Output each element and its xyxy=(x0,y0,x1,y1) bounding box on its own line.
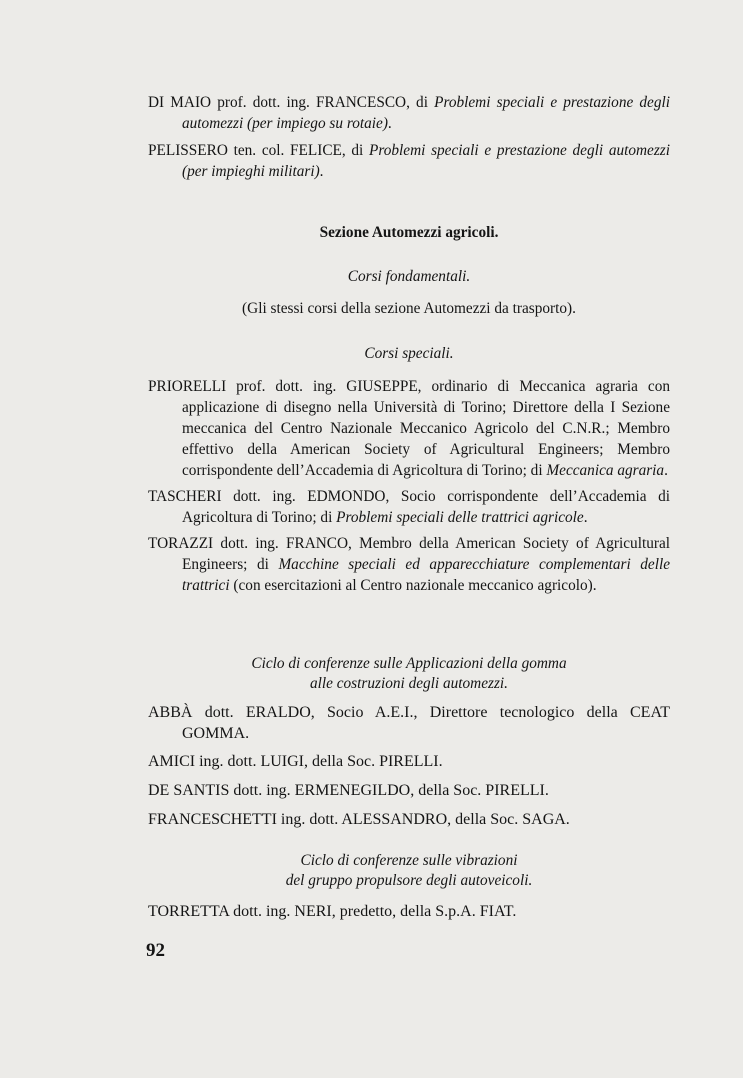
entry-text: FRANCESCHETTI ing. dott. ALESSANDRO, della Soc. SAGA. xyxy=(148,811,570,828)
page-number: 92 xyxy=(146,940,165,961)
ciclo-vibrazioni-line-1: Ciclo di conferenze sulle vibrazioni xyxy=(300,852,518,869)
entry-text: TASCHERI dott. ing. EDMONDO, Socio corrispondente dell’Accademia di Agricoltura di Torino; di xyxy=(148,488,670,526)
entry-tail: . xyxy=(319,163,324,180)
ciclo-vibrazioni-heading xyxy=(148,851,670,891)
corsi-speciali-heading xyxy=(148,343,670,364)
ciclo-gomma-line-2: alle costruzioni degli automezzi. xyxy=(309,675,508,692)
corsi-fondamentali-note: (Gli stessi corsi della sezione Automezzi da trasporto). xyxy=(242,300,576,317)
entry-course: Problemi speciali delle trattrici agricole xyxy=(336,509,584,526)
ciclo-vibrazioni-line-2: del gruppo propulsore degli autoveicoli. xyxy=(285,872,533,889)
section-title: Sezione Automezzi agricoli. xyxy=(319,224,499,241)
entry-priorelli xyxy=(148,376,670,481)
entry-text: PELISSERO ten. col. FELICE, di xyxy=(148,142,370,159)
entry-tail: . xyxy=(583,509,588,526)
entry-tail: (con esercitazioni al Centro nazionale meccanico agricolo). xyxy=(229,577,597,594)
entry-course: Problemi speciali e prestazione degli automezzi (per impiego su rotaie) xyxy=(182,94,670,132)
entries-vibrazioni xyxy=(148,901,670,922)
entry-tail: . xyxy=(664,462,668,479)
entry-abba xyxy=(148,702,670,744)
ciclo-gomma-line-1: Ciclo di conferenze sulle Applicazioni della gomma xyxy=(251,655,567,672)
entries-top xyxy=(148,92,670,182)
entry-text: PRIORELLI prof. dott. ing. GIUSEPPE, ordinario di Meccanica agraria con applicazione di disegno nella Università di Torino; Direttore della I Sezione meccanica del Centro Nazionale Meccanico Agricolo del C.N.R.; Membro effettivo della American Society of Agricultural Engineers; Membro corrispondente dell’Accademia di Agricoltura di Torino; di xyxy=(148,378,670,479)
ciclo-gomma-heading xyxy=(148,654,670,694)
entry-de-santis xyxy=(148,780,670,801)
entry-text: DI MAIO prof. dott. ing. FRANCESCO, di xyxy=(148,94,435,111)
entry-amici xyxy=(148,751,670,772)
entry-text: TORRETTA dott. ing. NERI, predetto, della S.p.A. FIAT. xyxy=(148,903,517,920)
entry-course: Problemi speciali e prestazione degli automezzi (per impieghi militari) xyxy=(182,142,671,180)
entry-text: TORAZZI dott. ing. FRANCO, Membro della American Society of Agricultural Engineers; di xyxy=(148,535,670,573)
entry-pelissero xyxy=(148,140,670,182)
corsi-fondamentali-label: Corsi fondamentali. xyxy=(347,268,471,285)
corsi-fondamentali-heading xyxy=(148,266,670,287)
entry-di-maio xyxy=(148,92,670,134)
entry-course: Macchine speciali ed apparecchiature complementari delle trattrici xyxy=(182,556,670,594)
entry-text: ABBÀ dott. ERALDO, Socio A.E.I., Direttore tecnologico della CEAT GOMMA. xyxy=(148,704,670,742)
entry-course: Meccanica agraria xyxy=(546,462,665,479)
entry-franceschetti xyxy=(148,809,670,830)
entry-tascheri xyxy=(148,486,670,528)
entry-text: DE SANTIS dott. ing. ERMENEGILDO, della Soc. PIRELLI. xyxy=(148,782,549,799)
entry-text: AMICI ing. dott. LUIGI, della Soc. PIRELLI. xyxy=(148,753,443,770)
entries-speciali xyxy=(148,376,670,596)
entries-gomma xyxy=(148,702,670,830)
entry-torretta xyxy=(148,901,670,922)
entry-torazzi xyxy=(148,533,670,596)
corsi-speciali-label: Corsi speciali. xyxy=(364,345,454,362)
entry-tail: . xyxy=(387,115,392,132)
